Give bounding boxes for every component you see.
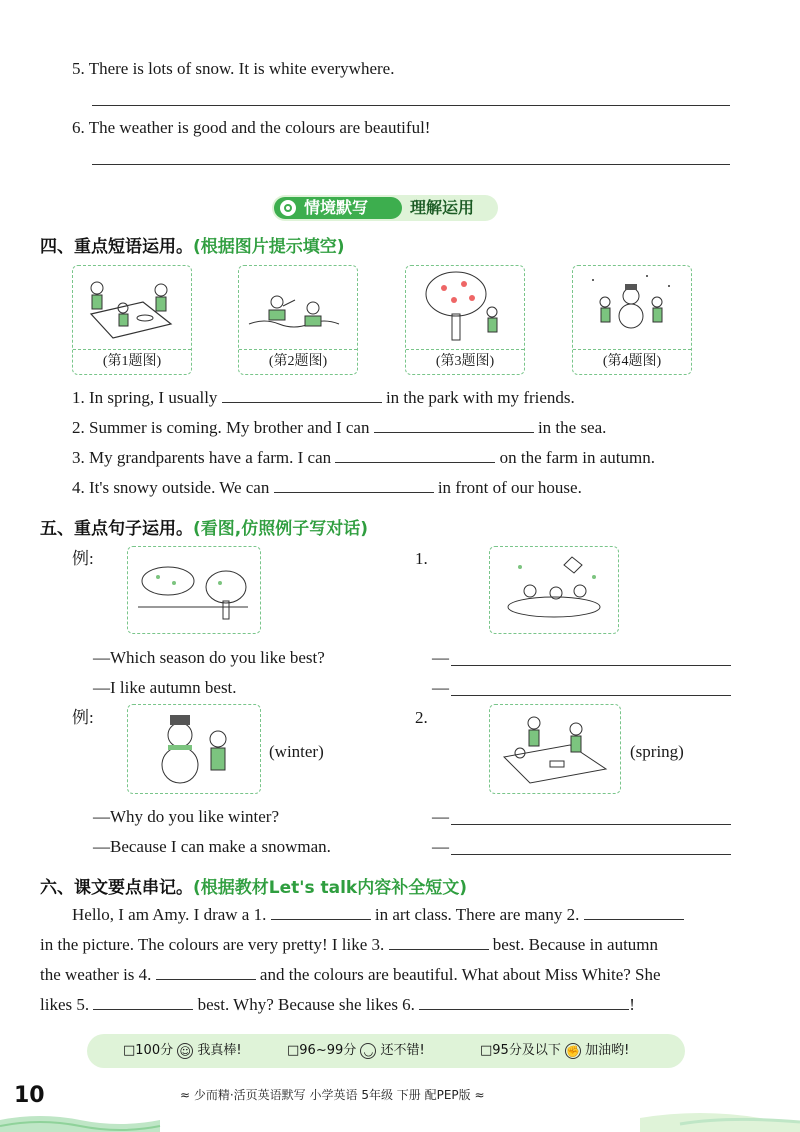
passage-3a: the weather is 4. xyxy=(40,965,152,984)
flying-kite-drawing xyxy=(490,547,616,631)
picture-5-1-spring xyxy=(489,546,619,634)
s4-item-2-before: 2. Summer is coming. My brother and I can xyxy=(72,418,370,437)
passage-4b: best. Why? Because she likes 6. xyxy=(197,995,415,1014)
dash-2b: — xyxy=(432,837,449,856)
answer-line-5-2a[interactable] xyxy=(451,824,731,825)
picture-5-2-spring xyxy=(489,704,621,794)
s4-item-1-before: 1. In spring, I usually xyxy=(72,388,218,407)
picture-2-caption: (第2题图) xyxy=(239,349,357,374)
answer-line-5[interactable] xyxy=(92,105,730,106)
score-bar xyxy=(87,1034,685,1068)
passage-1a: Hello, I am Amy. I draw a 1. xyxy=(72,905,267,924)
happy-face-icon: ☺ xyxy=(177,1043,193,1059)
s4-item-3-after: on the farm in autumn. xyxy=(499,448,655,467)
swimming-drawing xyxy=(239,266,355,346)
snowman-drawing xyxy=(573,266,689,346)
page-number: 10 xyxy=(14,1083,45,1108)
autumn-park-drawing xyxy=(128,547,258,631)
passage-blank-2[interactable] xyxy=(584,905,684,920)
score-option-3[interactable] xyxy=(480,1042,629,1060)
winter-tag: (winter) xyxy=(269,742,324,761)
section-4-heading xyxy=(40,232,345,257)
passage-line-3 xyxy=(40,960,661,990)
item-number-2: 2. xyxy=(415,708,428,727)
score-option-1-text: 我真棒! xyxy=(197,1043,242,1058)
score-option-2[interactable] xyxy=(287,1042,425,1060)
dash-2a: — xyxy=(432,807,449,826)
question-5: 5. There is lots of snow. It is white everywhere. xyxy=(72,59,395,78)
s4-item-3 xyxy=(72,447,655,469)
passage-blank-5[interactable] xyxy=(93,995,193,1010)
s4-item-2-after: in the sea. xyxy=(537,418,607,437)
example-picture-winter xyxy=(127,704,261,794)
answer-line-5-1a[interactable] xyxy=(451,665,731,666)
s4-item-3-before: 3. My grandparents have a farm. I can xyxy=(72,448,332,467)
banner-label: 理解运用 xyxy=(410,198,475,217)
answer-line-5-2b[interactable] xyxy=(451,854,731,855)
medal-icon xyxy=(280,200,296,216)
example-1-answer: —I like autumn best. xyxy=(93,678,237,697)
picture-3-caption: (第3题图) xyxy=(406,349,524,374)
passage-blank-1[interactable] xyxy=(271,905,371,920)
dash-1a: — xyxy=(432,648,449,667)
passage-line-4 xyxy=(40,990,635,1020)
item-number-1: 1. xyxy=(415,549,428,568)
passage-2b: best. Because in autumn xyxy=(492,935,659,954)
section-5-heading xyxy=(40,514,368,539)
example-label-1: 例: xyxy=(72,549,94,568)
picnic-drawing xyxy=(73,266,189,346)
dash-1b: — xyxy=(432,678,449,697)
spring-picnic-drawing xyxy=(490,705,618,791)
section-6-title: 六、课文要点串记。 xyxy=(40,878,193,898)
picture-4-snowman xyxy=(572,265,692,375)
example-label-2: 例: xyxy=(72,708,94,727)
question-6: 6. The weather is good and the colours are beautiful! xyxy=(72,118,431,137)
passage-blank-6[interactable] xyxy=(419,995,629,1010)
score-option-1-label: □100分 xyxy=(123,1043,174,1058)
s4-item-1-blank[interactable] xyxy=(222,388,382,403)
footer xyxy=(0,1083,800,1132)
passage-4-end: ! xyxy=(629,995,635,1014)
footer-text: ≈ 少而精·活页英语默写 小学英语 5年级 下册 配PEP版 ≈ xyxy=(180,1088,485,1102)
picture-1-picnic xyxy=(72,265,192,375)
score-option-3-text: 加油哟! xyxy=(585,1043,630,1058)
passage-1b: in art class. There are many 2. xyxy=(374,905,580,924)
section-6-hint: (根据教材Let's talk内容补全短文) xyxy=(193,878,468,898)
example-picture-autumn xyxy=(127,546,261,634)
s4-item-4-before: 4. It's snowy outside. We can xyxy=(72,478,270,497)
banner-green-label: 情境默写 xyxy=(304,198,369,217)
passage-2a: in the picture. The colours are very pretty! I like 3. xyxy=(40,935,385,954)
score-option-3-label: □95分及以下 xyxy=(480,1043,561,1058)
section-banner xyxy=(272,195,498,221)
s4-item-1 xyxy=(72,387,575,409)
section-6-heading xyxy=(40,873,467,898)
picture-4-caption: (第4题图) xyxy=(573,349,691,374)
section-4-hint: (根据图片提示填空) xyxy=(193,237,345,257)
snowman-child-drawing xyxy=(128,705,258,791)
score-option-1[interactable] xyxy=(123,1042,242,1060)
section-5-title: 五、重点句子运用。 xyxy=(40,519,193,539)
answer-line-6[interactable] xyxy=(92,164,730,165)
s4-item-1-after: in the park with my friends. xyxy=(385,388,575,407)
s4-item-2 xyxy=(72,417,606,439)
s4-item-2-blank[interactable] xyxy=(374,418,534,433)
example-2-answer: —Because I can make a snowman. xyxy=(93,837,331,856)
cheer-face-icon: ✊ xyxy=(566,1044,580,1058)
score-option-2-label: □96~99分 xyxy=(287,1043,357,1058)
answer-line-5-1b[interactable] xyxy=(451,695,731,696)
passage-line-1 xyxy=(72,900,684,930)
passage-3b: and the colours are beautiful. What about Miss White? She xyxy=(259,965,661,984)
passage-line-2 xyxy=(40,930,658,960)
example-1-question: —Which season do you like best? xyxy=(93,648,325,667)
passage-blank-3[interactable] xyxy=(389,935,489,950)
s4-item-4-after: in front of our house. xyxy=(437,478,582,497)
s4-item-4-blank[interactable] xyxy=(274,478,434,493)
picture-3-tree xyxy=(405,265,525,375)
passage-4a: likes 5. xyxy=(40,995,90,1014)
spring-tag: (spring) xyxy=(630,742,684,761)
section-4-title: 四、重点短语运用。 xyxy=(40,237,193,257)
picture-2-swim xyxy=(238,265,358,375)
passage-blank-4[interactable] xyxy=(156,965,256,980)
picture-1-caption: (第1题图) xyxy=(73,349,191,374)
fruit-tree-drawing xyxy=(406,266,522,346)
score-option-2-text: 还不错! xyxy=(380,1043,425,1058)
section-5-hint: (看图,仿照例子写对话) xyxy=(193,519,368,539)
example-2-question: —Why do you like winter? xyxy=(93,807,280,826)
smile-face-icon: ◡ xyxy=(360,1043,376,1059)
s4-item-3-blank[interactable] xyxy=(335,448,495,463)
s4-item-4 xyxy=(72,477,582,499)
